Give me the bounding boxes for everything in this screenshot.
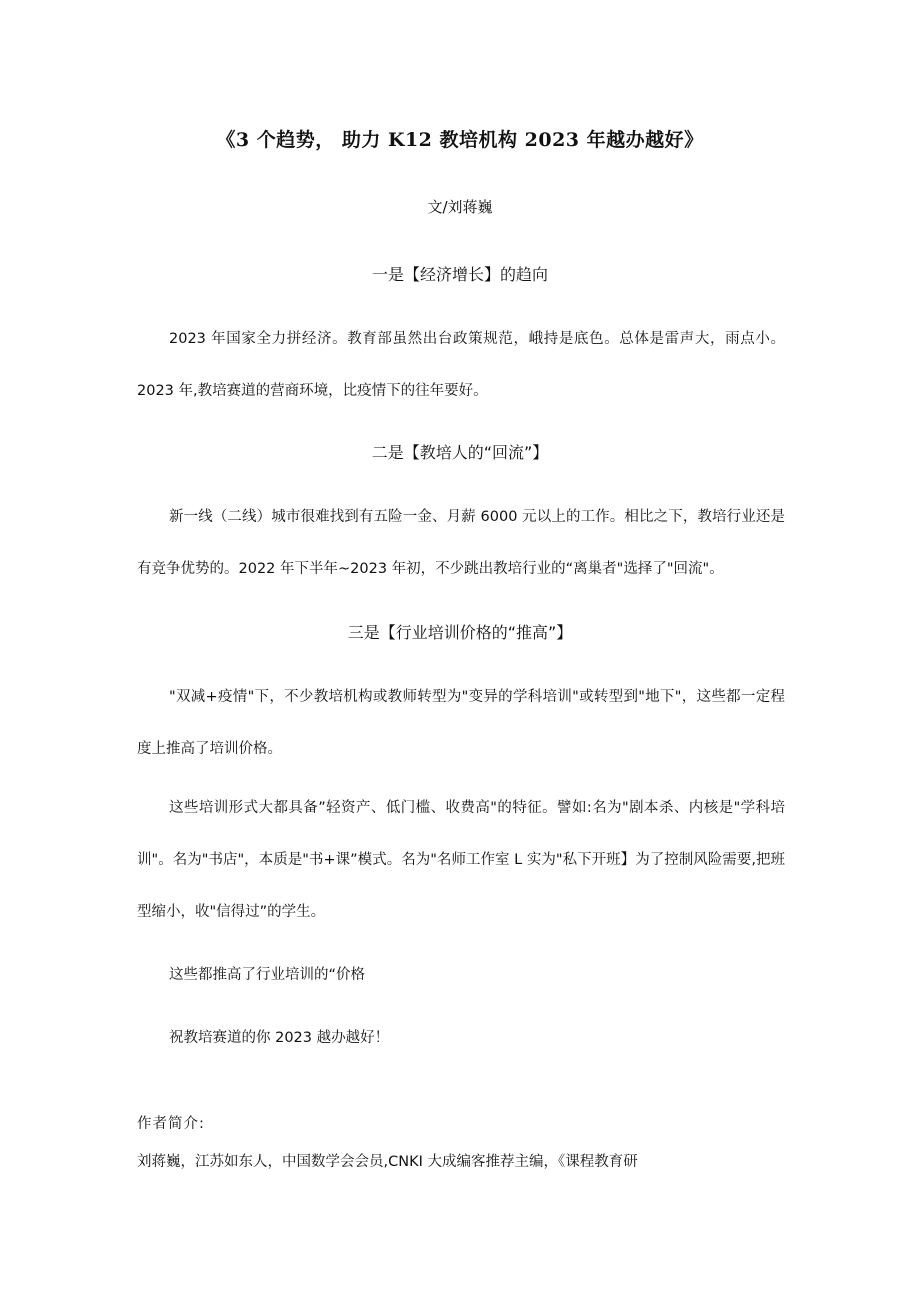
section-heading-2: 二是【教培人的“回流”】 <box>371 443 549 462</box>
bio-text: 刘蒋巍，江苏如东人，中国数学会会员,CNKI 大成编客推荐主编，《课程教育研 <box>137 1154 638 1170</box>
author-byline: 文/刘蒋巍 <box>427 198 493 216</box>
section-heading-3: 三是【行业培训价格的“推高”】 <box>347 623 573 642</box>
section-2-paragraph: 新一线（二线）城市很难找到有五险一金、月薪 6000 元以上的工作。相比之下，教培行业还是有竞争优势的。2022 年下半年~2023 年初，不少跳出教培行业的“离巢者"选择了"回流"。 <box>137 509 785 577</box>
closing-line-1: 这些都推高了行业培训的“价格 <box>169 967 366 983</box>
closing-line-2: 祝教培赛道的你 2023 越办越好！ <box>169 1030 390 1046</box>
section-heading-1: 一是【经济增长】的趋向 <box>371 265 548 284</box>
section-1-paragraph: 2023 年国家全力拼经济。教育部虽然出台政策规范，峨持是底色。总体是雷声大，雨点小。2023 年,教培赛道的营商环境，比疫情下的往年要好。 <box>137 331 785 399</box>
section-3-paragraph-2: 这些培训形式大都具备”轻资产、低门槛、收费高"的特征。譬如:名为"剧本杀、内核是"学科培训"。名为"书店"，本质是"书+课”模式。名为"名师工作室 L 实为"私下开班】为了控制风险需要,把班型缩小，收"信得过”的学生。 <box>137 800 785 920</box>
document-title: 《3 个趋势， 助力 K12 教培机构 2023 年越办越好》 <box>216 129 704 151</box>
section-3-paragraph-1: "双减+疫情"下，不少教培机构或教师转型为"变异的学科培训"或转型到"地下"，这些都一定程度上推高了培训价格。 <box>137 689 785 757</box>
bio-label: 作者简介: <box>137 1116 205 1132</box>
